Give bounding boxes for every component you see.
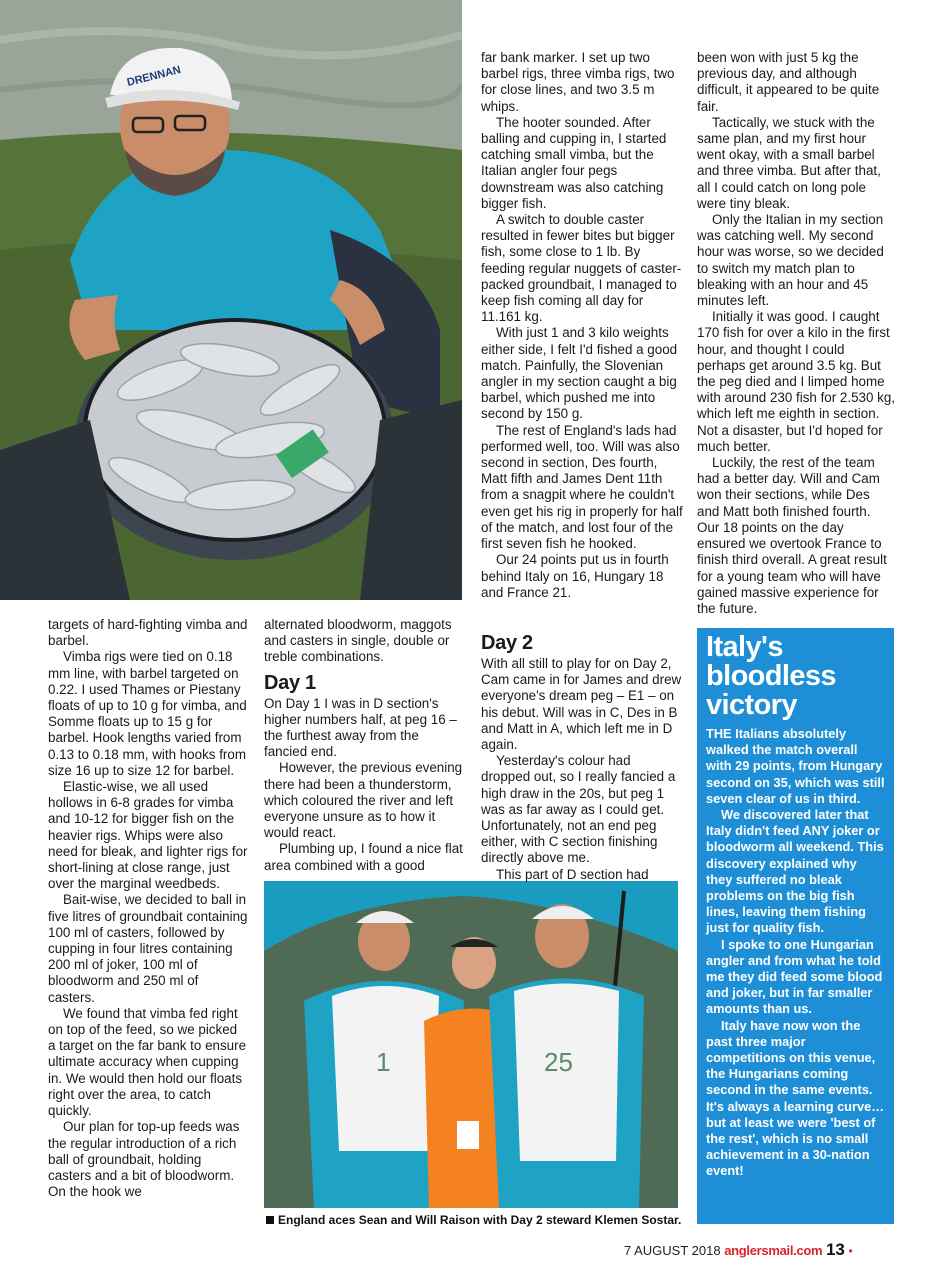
sidebar-paragraph: Italy have now won the past three major competitions on this venue, the Hungarians coming second in the same events. It's always a learning curve… but at least we were 'best of the rest', which is no small achievement in a 30-nation event! [706,1017,885,1179]
article-column-1 [48,617,248,1200]
paragraph: A switch to double caster resulted in fewer bites but bigger fish, some close to 1 lb. By feeding regular nuggets of caster-packed groundbait, I managed to keep fish coming all day for 11.161 kg. [481,212,682,325]
angler-with-keepnet-photo [0,0,462,600]
cap-logo-text: DRENNAN [125,63,183,89]
bib-number-left-text: 1 [376,1047,391,1077]
paragraph: been won with just 5 kg the previous day, and although difficult, it appeared to be quite fair. [697,50,880,114]
sidebar-title: Italy's bloodless victory [706,631,836,721]
paragraph: Only the Italian in my section was catching well. My second hour was worse, so we decided to switch my match plan to bleaking with an hour and 45 minutes left. [697,212,884,309]
paragraph: Initially it was good. I caught 170 fish for over a kilo in the first hour, and thought I could perhaps get around 3.5 kg. But the peg died and I limped home with around 230 fish for 2.530 kg, which left me eighth in section. Not a disaster, but I'd hoped for much better. [697,309,896,454]
article-column-2 [264,617,464,874]
bib-number-right-text: 25 [544,1047,573,1077]
paragraph: Bait-wise, we decided to ball in five litres of groundbait containing 100 ml of casters, followed by cupping in four litres containing 200 ml of joker, 100 ml of bloodworm and 250 ml of casters. [48,892,248,1005]
paragraph: The rest of England's lads had performed well, too. Will was also second in section, Des fourth, Matt fifth and James Dent 11th from a snagpit where he couldn't even get his rig in properly for half of the match, and lost four of the first seven fish he hooked. [481,422,683,552]
sidebar-box [697,628,894,1224]
section-heading-day-1: Day 1 [264,671,316,694]
sidebar-paragraph: THE Italians absolutely walked the match overall with 29 points, from Hungary second on 35, which was still seven clear of us in third. [706,726,885,806]
paragraph: However, the previous evening there had been a thunderstorm, which coloured the river and left everyone unsure as to how it would react. [264,760,463,841]
paragraph: Vimba rigs were tied on 0.18 mm line, with barbel targeted on 0.22. I used Thames or Piestany floats of up to 10 g for vimba, and Somme floats up to 15 g for barbel. Hook lengths varied from 0.13 to 0.18 mm, with hooks from size 16 up to size 12 for barbel. [48,649,247,778]
paragraph: Tactically, we stuck with the same plan, and my first hour went okay, with a small barbel and three vimba. But after that, all I could catch on long pole were tiny bleak. [697,114,881,211]
page-number: 13 [825,1240,845,1259]
article-column-3-top [481,50,683,601]
site-link[interactable]: anglersmail.com [724,1243,823,1258]
paragraph: targets of hard-fighting vimba and barbel. [48,617,248,649]
team-photo [264,881,678,1208]
page-footer [624,1241,924,1261]
paragraph: far bank marker. I set up two barbel rigs, three vimba rigs, two for close lines, and two 3.5 m whips. [481,50,675,114]
paragraph: We found that vimba fed right on top of the feed, so we picked a target on the far bank to ensure ultimate accuracy when cupping in. We would then hold our floats right over the area, to catch quickly. [48,1005,247,1119]
photo-caption [266,1213,686,1227]
paragraph: This part of D section had [496,866,649,882]
paragraph: Luckily, the rest of the team had a better day. Will and Cam won their sections, while Des and Matt both finished fourth. Our 18 points on the day ensured we overtook France to finish third overall. A great result for a young team who will have gained massive experience for the future. [697,455,887,616]
team-photo-illustration [264,881,678,1208]
paragraph: On Day 1 I was in D section's higher numbers half, at peg 16 – the furthest away from the fancied end. [264,695,457,760]
bullet-icon: • [848,1244,853,1258]
paragraph: Our 24 points put us in fourth behind Italy on 16, Hungary 18 and France 21. [481,552,669,600]
paragraph: Elastic-wise, we all used hollows in 6-8 grades for vimba and 10-12 for bigger fish on the heavier rigs. Whips were also need for bleak, and lighter rigs for short-lining at close range, just over the marginal weedbeds. [48,779,248,892]
article-column-4 [697,50,895,617]
section-heading-day-2: Day 2 [481,632,533,654]
paragraph: With all still to play for on Day 2, Cam came in for James and drew everyone's dream peg – E1 – on his debut. Will was in C, Des in B and Matt in A, which left me in D again. [481,656,682,753]
photo-illustration [0,0,462,600]
sidebar-paragraph: We discovered later that Italy didn't feed ANY joker or bloodworm all weekend. This discovery explained why they suffered no bleak problems on the big fish lines, leaving them fishing just for quality fish. [706,807,884,936]
sidebar-paragraph: I spoke to one Hungarian angler and from what he told me they did feed some blood and joker, but in far smaller amounts than us. [706,936,883,1017]
issue-date: 7 AUGUST 2018 [624,1243,721,1258]
paragraph: Yesterday's colour had dropped out, so I really fancied a high draw in the 20s, but peg 1 was as far away as I could get. Unfortunately, not an end peg either, with C section finishing directly above me. [481,753,676,866]
paragraph: The hooter sounded. After balling and cupping in, I started catching small vimba, but the Italian angler four pegs downstream was also catching bigger fish. [481,114,667,211]
caption-square-icon [266,1216,274,1224]
caption-text: England aces Sean and Will Raison with Day 2 steward Klemen Sostar. [278,1213,682,1227]
paragraph: Plumbing up, I found a nice flat area combined with a good [264,841,463,873]
paragraph: With just 1 and 3 kilo weights either side, I felt I'd fished a good match. Painfully, the Slovenian angler in my section caught a big barbel, which pushed me into second by 150 g. [481,325,678,422]
article-column-3-bottom [481,626,683,883]
paragraph: alternated bloodworm, maggots and casters in single, double or treble combinations. [264,617,452,665]
paragraph: Our plan for top-up feeds was the regular introduction of a rich ball of groundbait, holding casters and a bit of bloodworm. On the hook we [48,1119,240,1200]
